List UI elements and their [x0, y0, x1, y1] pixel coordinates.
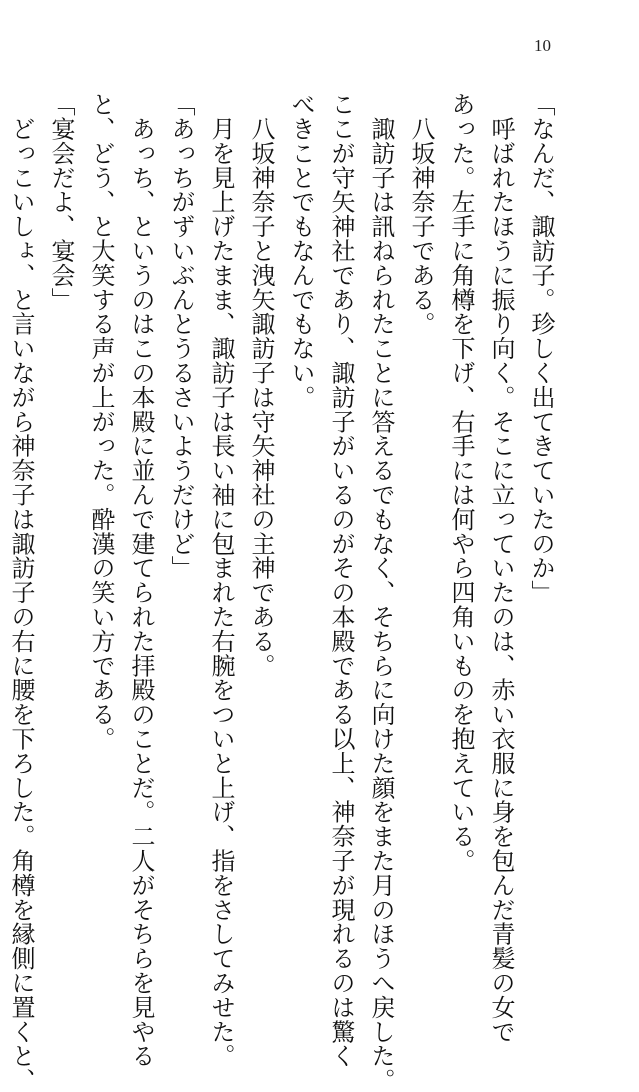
text-line: 「宴会だよ、宴会」 [47, 92, 75, 312]
text-line: 「あっちがずいぶんとうるさいようだけど」 [167, 92, 195, 580]
text-line: 呼ばれたほうに振り向く。そこに立っていたのは、赤い衣服に身を包んだ青髪の女で [487, 92, 515, 1044]
page-number: 10 [534, 36, 551, 55]
text-line: あっち、というのはこの本殿に並んで建てられた拝殿のことだ。二人がそちらを見やる [127, 92, 155, 1068]
text-line: 八坂神奈子と洩矢諏訪子は守矢神社の主神である。 [247, 92, 275, 678]
text-line: べきことでもなんでもない。 [287, 92, 315, 410]
text-line: 月を見上げたまま、諏訪子は長い袖に包まれた右腕をついと上げ、指をさしてみせた。 [207, 92, 235, 1068]
text-line: ここが守矢神社であり、諏訪子がいるのがその本殿である以上、神奈子が現れるのは驚く [327, 92, 355, 1068]
novel-text-column [0, 92, 561, 1092]
text-line: と、どう、と大笑する声が上がった。酔漢の笑い方である。 [87, 92, 115, 751]
text-line: どっこいしょ、と言いながら神奈子は諏訪子の右に腰を下ろした。角樽を縁側に置くと、 [7, 92, 35, 1092]
text-line: あった。左手に角樽を下げ、右手には何やら四角いものを抱えている。 [447, 92, 475, 873]
text-line: 八坂神奈子である。 [407, 92, 435, 336]
text-line: 諏訪子は訊ねられたことに答えるでもなく、そちらに向けた顔をまた月のほうへ戻した。 [367, 92, 395, 1092]
text-line: 「なんだ、諏訪子。珍しく出てきていたのか」 [527, 92, 555, 605]
